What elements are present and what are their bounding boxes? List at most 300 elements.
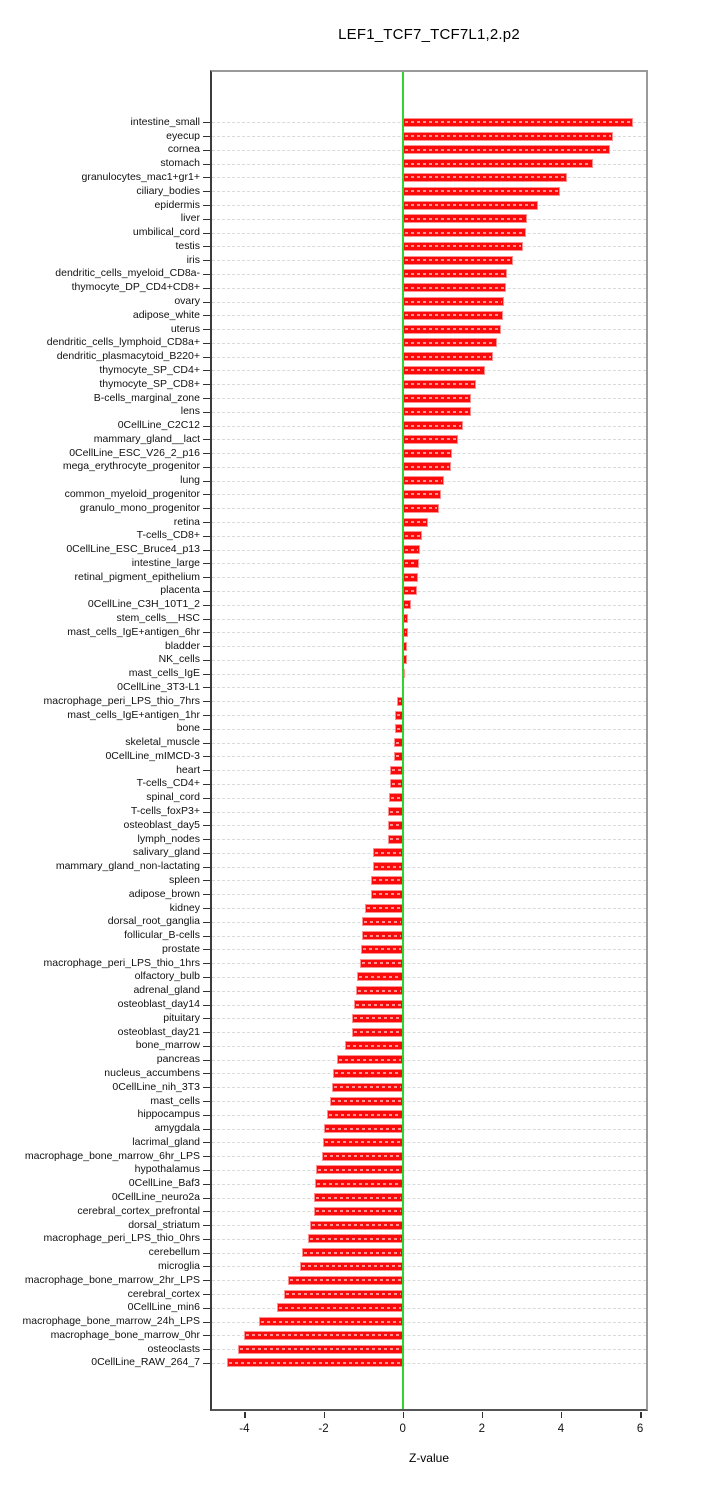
category-label: adrenal_gland (133, 984, 200, 997)
bar-dash-pattern (405, 259, 512, 261)
bar (327, 1110, 403, 1119)
bar (403, 600, 412, 609)
bar-dash-pattern (405, 493, 439, 495)
gridline (212, 1294, 646, 1295)
bar-dash-pattern (310, 1238, 401, 1240)
bar-dash-pattern (405, 176, 566, 178)
y-tick (203, 853, 210, 854)
category-label: microglia (157, 1259, 200, 1272)
category-label: bone (176, 722, 200, 735)
y-tick (203, 1129, 210, 1130)
bar-dash-pattern (405, 149, 608, 151)
x-tick-label: -4 (239, 1423, 250, 1435)
gridline (212, 701, 646, 702)
category-label: 0CellLine_nih_3T3 (112, 1080, 200, 1093)
y-tick (203, 384, 210, 385)
category-label: dendritic_cells_lymphoid_CD8a+ (46, 336, 200, 349)
x-tick-label: 2 (478, 1423, 486, 1435)
zero-line (402, 70, 404, 1411)
y-tick (203, 536, 210, 537)
bar-dash-pattern (405, 397, 469, 399)
category-label: pituitary (163, 1011, 200, 1024)
category-label: 0CellLine_ESC_V26_2_p16 (69, 446, 200, 459)
bar (314, 1207, 403, 1216)
bar (388, 835, 403, 844)
category-label: cornea (167, 143, 200, 156)
y-tick (203, 315, 210, 316)
bar (403, 586, 417, 595)
bar-dash-pattern (405, 425, 461, 427)
bar-dash-pattern (367, 907, 401, 909)
category-label: mast_cells (150, 1094, 200, 1107)
bar (403, 531, 422, 540)
category-label: umbilical_cord (132, 226, 200, 239)
bar (238, 1345, 403, 1354)
category-label: mast_cells_IgE+antigen_6hr (67, 625, 200, 638)
gridline (212, 936, 646, 937)
gridline (212, 812, 646, 813)
bar (403, 559, 419, 568)
y-tick (203, 1363, 210, 1364)
bar-dash-pattern (405, 466, 449, 468)
bar (316, 1165, 403, 1174)
bar-dash-pattern (397, 714, 401, 716)
y-tick (203, 370, 210, 371)
bar (373, 862, 403, 871)
y-tick (203, 1253, 210, 1254)
y-tick (203, 357, 210, 358)
y-tick (203, 1170, 210, 1171)
y-tick (203, 1280, 210, 1281)
y-tick (203, 150, 210, 151)
bar-dash-pattern (405, 328, 499, 330)
y-tick (203, 398, 210, 399)
category-label: 0CellLine_ESC_Bruce4_p13 (66, 543, 200, 556)
y-tick (203, 426, 210, 427)
bar (361, 945, 403, 954)
y-tick (203, 343, 210, 344)
bar (373, 848, 403, 857)
y-tick (203, 591, 210, 592)
bar-dash-pattern (324, 1155, 400, 1157)
gridline (212, 1184, 646, 1185)
gridline (212, 1239, 646, 1240)
gridline (212, 880, 646, 881)
bar (337, 1055, 403, 1064)
bar (403, 173, 568, 182)
bar (322, 1152, 402, 1161)
y-tick (203, 867, 210, 868)
bar (362, 931, 403, 940)
category-label: macrophage_bone_marrow_0hr (50, 1328, 200, 1341)
bar-dash-pattern (261, 1321, 401, 1323)
bar (403, 297, 505, 306)
category-label: intestine_large (131, 556, 200, 569)
bar (403, 132, 613, 141)
bar-dash-pattern (316, 1197, 401, 1199)
category-label: spinal_cord (146, 791, 200, 804)
category-label: NK_cells (158, 653, 200, 666)
bar-dash-pattern (405, 163, 591, 165)
bar-dash-pattern (246, 1334, 401, 1336)
category-label: adipose_white (132, 308, 200, 321)
gridline (212, 1129, 646, 1130)
bar (244, 1331, 403, 1340)
category-label: T-cells_foxP3+ (130, 805, 200, 818)
bar-dash-pattern (347, 1045, 400, 1047)
gridline (212, 729, 646, 730)
category-label: dorsal_striatum (128, 1218, 200, 1231)
bar-dash-pattern (312, 1224, 400, 1226)
category-label: macrophage_bone_marrow_2hr_LPS (24, 1273, 200, 1286)
gridline (212, 1073, 646, 1074)
gridline (212, 991, 646, 992)
category-label: olfactory_bulb (134, 970, 200, 983)
bar (403, 462, 451, 471)
category-label: bladder (164, 639, 200, 652)
gridline (212, 1115, 646, 1116)
bar-dash-pattern (399, 700, 401, 702)
bar (403, 366, 485, 375)
bar (310, 1221, 402, 1230)
bar-dash-pattern (334, 1086, 401, 1088)
category-label: T-cells_CD8+ (136, 529, 200, 542)
bar-dash-pattern (405, 631, 406, 633)
bar-dash-pattern (405, 245, 521, 247)
category-label: macrophage_bone_marrow_6hr_LPS (24, 1149, 200, 1162)
bar (277, 1303, 403, 1312)
y-tick (203, 274, 210, 275)
bar-dash-pattern (405, 618, 407, 620)
bar (259, 1317, 403, 1326)
bar-dash-pattern (363, 948, 401, 950)
y-tick (203, 825, 210, 826)
gridline (212, 743, 646, 744)
x-tick-label: 4 (557, 1423, 565, 1435)
bar (403, 338, 497, 347)
bar (403, 325, 501, 334)
gridline (212, 1087, 646, 1088)
x-tick (403, 1412, 405, 1418)
y-tick (203, 1156, 210, 1157)
bar-dash-pattern (354, 1017, 400, 1019)
category-label: prostate (162, 942, 200, 955)
x-tick-label: 6 (636, 1423, 644, 1435)
category-label: skeletal_muscle (125, 736, 200, 749)
gridline (212, 522, 646, 523)
bar-dash-pattern (375, 866, 401, 868)
category-label: common_myeloid_progenitor (64, 487, 200, 500)
bar-dash-pattern (396, 755, 401, 757)
bar-dash-pattern (326, 1128, 401, 1130)
y-tick (203, 1184, 210, 1185)
y-tick (203, 894, 210, 895)
category-label: follicular_B-cells (124, 929, 200, 942)
y-tick (203, 1018, 210, 1019)
category-label: hippocampus (137, 1108, 200, 1121)
y-tick (203, 687, 210, 688)
category-label: kidney (169, 901, 200, 914)
y-tick (203, 191, 210, 192)
y-tick (203, 302, 210, 303)
category-label: uterus (170, 322, 200, 335)
bar-dash-pattern (405, 342, 495, 344)
y-tick (203, 439, 210, 440)
category-label: dendritic_plasmacytoid_B220+ (56, 350, 200, 363)
category-label: granulo_mono_progenitor (79, 501, 200, 514)
bar (403, 283, 506, 292)
bar-dash-pattern (405, 121, 631, 123)
y-tick (203, 1322, 210, 1323)
category-label: 0CellLine_Baf3 (128, 1177, 200, 1190)
bar-dash-pattern (329, 1114, 401, 1116)
y-tick (203, 508, 210, 509)
gridline (212, 1101, 646, 1102)
category-label: lacrimal_gland (132, 1135, 200, 1148)
y-tick (203, 1115, 210, 1116)
category-label: testis (175, 239, 200, 252)
bar-dash-pattern (364, 935, 401, 937)
y-tick (203, 756, 210, 757)
bar-dash-pattern (316, 1210, 401, 1212)
bar (403, 449, 452, 458)
gridline (212, 1142, 646, 1143)
bar-dash-pattern (290, 1279, 401, 1281)
bar-dash-pattern (405, 369, 483, 371)
y-tick (203, 812, 210, 813)
category-label: dorsal_root_ganglia (107, 915, 200, 928)
bar-dash-pattern (358, 990, 401, 992)
x-tick (640, 1412, 642, 1418)
category-label: eyecup (166, 129, 200, 142)
y-tick (203, 632, 210, 633)
bar (315, 1179, 403, 1188)
bar (403, 421, 463, 430)
gridline (212, 1253, 646, 1254)
gridline (212, 646, 646, 647)
y-tick (203, 494, 210, 495)
y-tick (203, 936, 210, 937)
y-tick (203, 646, 210, 647)
bar-dash-pattern (405, 218, 526, 220)
y-tick (203, 412, 210, 413)
category-label: granulocytes_mac1+gr1+ (81, 170, 200, 183)
y-tick (203, 908, 210, 909)
y-tick (203, 1032, 210, 1033)
gridline (212, 894, 646, 895)
y-tick (203, 949, 210, 950)
bar-dash-pattern (405, 314, 501, 316)
category-label: lymph_nodes (137, 832, 200, 845)
gridline (212, 839, 646, 840)
bar (284, 1290, 403, 1299)
gridline (212, 619, 646, 620)
category-label: 0CellLine_neuro2a (111, 1191, 200, 1204)
category-label: osteoblast_day21 (117, 1025, 200, 1038)
gridline (212, 963, 646, 964)
bar-dash-pattern (405, 452, 450, 454)
bar (403, 435, 458, 444)
bar-dash-pattern (286, 1293, 401, 1295)
bar-dash-pattern (335, 1072, 401, 1074)
y-tick (203, 136, 210, 137)
y-tick (203, 122, 210, 123)
bar (389, 793, 403, 802)
gridline (212, 1170, 646, 1171)
category-label: hypothalamus (134, 1163, 200, 1176)
y-tick (203, 219, 210, 220)
bar (356, 986, 403, 995)
y-tick (203, 784, 210, 785)
bar-dash-pattern (240, 1348, 401, 1350)
category-label: placenta (160, 584, 200, 597)
bar-dash-pattern (359, 976, 401, 978)
category-label: macrophage_bone_marrow_24h_LPS (22, 1315, 200, 1328)
gridline (212, 1005, 646, 1006)
bar-dash-pattern (302, 1265, 400, 1267)
y-tick (203, 177, 210, 178)
category-label: dendritic_cells_myeloid_CD8a- (55, 267, 200, 280)
y-tick (203, 963, 210, 964)
category-label: osteoblast_day5 (123, 818, 200, 831)
category-label: adipose_brown (128, 887, 200, 900)
gridline (212, 825, 646, 826)
category-label: lung (180, 474, 200, 487)
bar (352, 1014, 402, 1023)
y-tick (203, 453, 210, 454)
y-tick (203, 481, 210, 482)
category-label: thymocyte_SP_CD8+ (99, 377, 200, 390)
bar (345, 1041, 402, 1050)
bar-dash-pattern (405, 604, 410, 606)
y-tick (203, 619, 210, 620)
y-tick (203, 1005, 210, 1006)
x-axis-label: Z-value (408, 1451, 449, 1465)
category-label: retinal_pigment_epithelium (74, 570, 200, 583)
gridline (212, 977, 646, 978)
y-tick (203, 701, 210, 702)
y-tick (203, 1101, 210, 1102)
bar-dash-pattern (405, 535, 420, 537)
bar (403, 118, 633, 127)
y-tick (203, 233, 210, 234)
category-label: iris (186, 253, 200, 266)
category-label: retina (173, 515, 200, 528)
bar (300, 1262, 402, 1271)
bar-dash-pattern (405, 287, 504, 289)
y-tick (203, 922, 210, 923)
gridline (212, 674, 646, 675)
y-tick (203, 605, 210, 606)
category-label: 0CellLine_C2C12 (117, 419, 200, 432)
bar-dash-pattern (405, 576, 416, 578)
y-tick (203, 674, 210, 675)
bar-dash-pattern (373, 893, 401, 895)
category-label: spleen (169, 873, 200, 886)
gridline (212, 563, 646, 564)
bar (227, 1358, 403, 1367)
bar (403, 394, 471, 403)
y-tick (203, 1060, 210, 1061)
bar (403, 187, 560, 196)
y-tick (203, 1308, 210, 1309)
category-label: macrophage_peri_LPS_thio_0hrs (43, 1232, 200, 1245)
bar-dash-pattern (364, 921, 400, 923)
bar (403, 352, 493, 361)
bar (308, 1234, 403, 1243)
gridline (212, 687, 646, 688)
gridline (212, 908, 646, 909)
y-tick (203, 977, 210, 978)
bar-dash-pattern (405, 411, 469, 413)
y-tick (203, 260, 210, 261)
category-label: cerebellum (148, 1246, 200, 1259)
y-tick (203, 1211, 210, 1212)
y-tick (203, 164, 210, 165)
category-label: heart (176, 763, 200, 776)
bar-dash-pattern (397, 728, 401, 730)
gridline (212, 591, 646, 592)
bar (302, 1248, 402, 1257)
y-tick (203, 1239, 210, 1240)
gridline (212, 577, 646, 578)
y-tick (203, 1335, 210, 1336)
y-tick (203, 798, 210, 799)
category-label: 0CellLine_min6 (127, 1301, 200, 1314)
category-label: cerebral_cortex (127, 1287, 200, 1300)
gridline (212, 853, 646, 854)
y-tick (203, 1142, 210, 1143)
x-tick-label: 0 (399, 1423, 406, 1435)
category-label: mammary_gland_non-lactating (55, 860, 200, 873)
y-tick (203, 991, 210, 992)
y-tick (203, 880, 210, 881)
category-label: ovary (174, 295, 200, 307)
bar (403, 573, 418, 582)
bar (357, 972, 403, 981)
gridline (212, 550, 646, 551)
bar-dash-pattern (405, 190, 558, 192)
gridline (212, 756, 646, 757)
gridline (212, 660, 646, 661)
bar (403, 256, 514, 265)
bar-dash-pattern (405, 301, 503, 303)
y-tick (203, 839, 210, 840)
category-label: B-cells_marginal_zone (93, 391, 200, 404)
y-tick (203, 577, 210, 578)
bar-dash-pattern (356, 1004, 401, 1006)
bar-dash-pattern (405, 549, 419, 551)
bar (333, 1069, 403, 1078)
y-tick (203, 1225, 210, 1226)
bar-dash-pattern (405, 645, 406, 647)
bar (403, 201, 538, 210)
bar-dash-pattern (304, 1252, 400, 1254)
x-tick (244, 1412, 246, 1418)
category-label: cerebral_cortex_prefrontal (77, 1204, 200, 1217)
plot-area (210, 70, 648, 1411)
category-label: lens (180, 405, 200, 418)
gridline (212, 1198, 646, 1199)
category-label: stem_cells__HSC (116, 612, 200, 625)
bar-dash-pattern (405, 232, 524, 234)
gridline (212, 949, 646, 950)
gridline (212, 1266, 646, 1267)
bar (403, 228, 526, 237)
bar (288, 1276, 403, 1285)
gridline (212, 1280, 646, 1281)
bar-dash-pattern (390, 824, 401, 826)
